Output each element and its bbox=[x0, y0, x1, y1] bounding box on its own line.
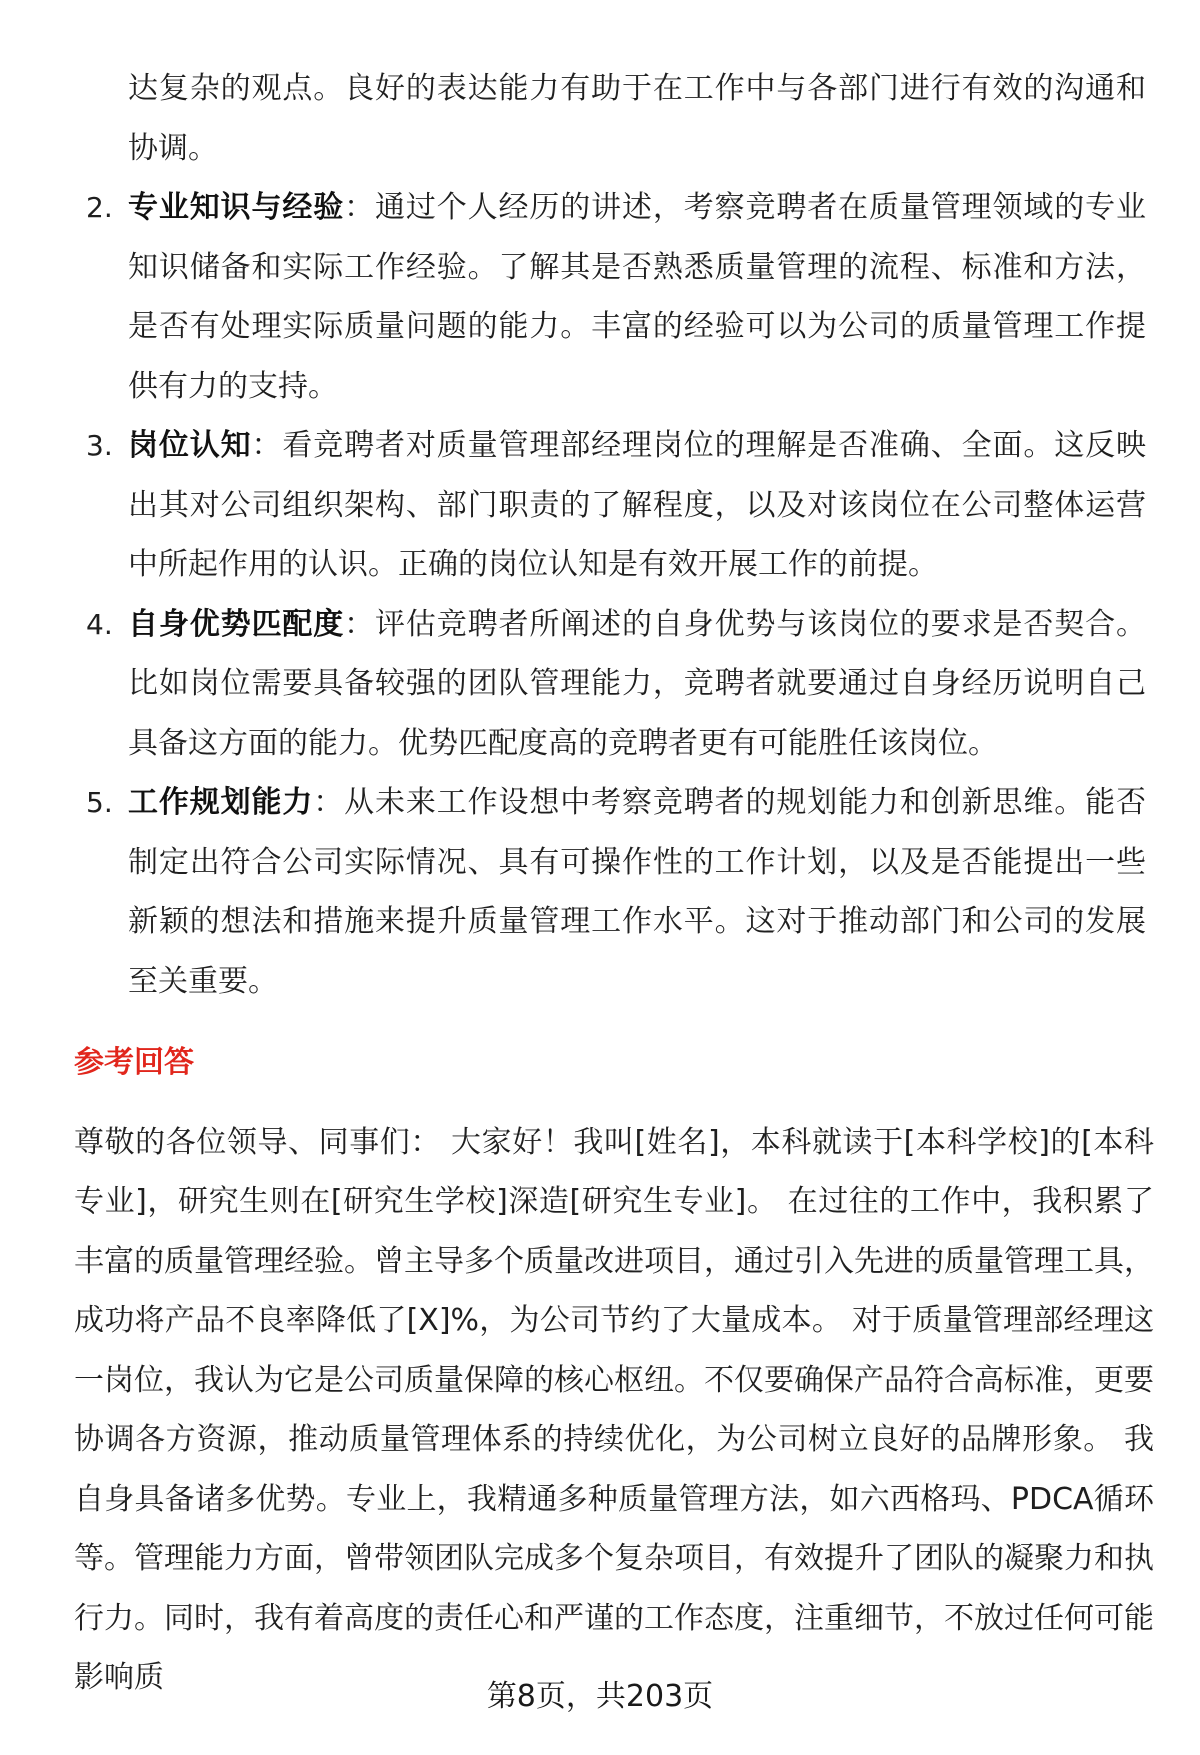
list-number: 4. bbox=[86, 607, 113, 641]
criteria-item-title: 专业知识与经验 bbox=[128, 190, 345, 225]
criteria-item-title: 自身优势匹配度 bbox=[128, 606, 345, 642]
criteria-item-title: 工作规划能力 bbox=[128, 785, 314, 820]
list-number: 5. bbox=[86, 786, 113, 819]
list-number: 2. bbox=[86, 191, 113, 224]
criteria-item-text: ：看竞聘者对质量管理部经理岗位的理解是否准确、全面。这反映出其对公司组织架构、部门职责的了解程度，以及对该岗位在公司整体运营中所起作用的认识。正确的岗位认知是有效开展工作的前提。 bbox=[128, 428, 1146, 582]
criteria-item-text: ：通过个人经历的讲述，考察竞聘者在质量管理领域的专业知识储备和实际工作经验。了解其是否熟悉质量管理的流程、标准和方法，是否有处理实际质量问题的能力。丰富的经验可以为公司的质量管理工作提供有力的支持。 bbox=[128, 190, 1146, 404]
criteria-item bbox=[0, 178, 1146, 416]
document-page bbox=[0, 59, 1200, 1708]
criteria-item-text: ：评估竞聘者所阐述的自身优势与该岗位的要求是否契合。比如岗位需要具备较强的团队管理能力，竞聘者就要通过自身经历说明自己具备这方面的能力。优势匹配度高的竞聘者更有可能胜任该岗位。 bbox=[128, 606, 1146, 761]
page-footer: 第8页，共203页 bbox=[486, 1679, 714, 1714]
criteria-item bbox=[0, 595, 1146, 774]
answer-heading: 参考回答 bbox=[74, 1045, 194, 1080]
criteria-item-text: ：从未来工作设想中考察竞聘者的规划能力和创新思维。能否制定出符合公司实际情况、具有可操作性的工作计划，以及是否能提出一些新颖的想法和措施来提升质量管理工作水平。这对于推动部门和公司的发展至关重要。 bbox=[128, 785, 1146, 999]
criteria-item-title: 岗位认知 bbox=[128, 428, 252, 463]
criteria-item-text: 达复杂的观点。良好的表达能力有助于在工作中与各部门进行有效的沟通和协调。 bbox=[128, 71, 1146, 166]
list-number: 3. bbox=[86, 429, 113, 462]
criteria-item-continuation bbox=[0, 59, 1146, 178]
criteria-item bbox=[0, 416, 1146, 595]
answer-paragraph: 尊敬的各位领导、同事们： 大家好！我叫[姓名]，本科就读于[本科学校]的[本科专业]，研究生则在[研究生学校]深造[研究生专业]。 在过往的工作中，我积累了丰富的质量管理经验。曾主导多个质量改进项目，通过引入先进的质量管理工具，成功将产品不良率降低了[X]%，为公司节约了大量成本。 对于质量管理部经理这一岗位，我认为它是公司质量保障的核心枢纽。不仅要确保产品符合高标准，更要协调各方资源，推动质量管理体系的持续优化，为公司树立良好的品牌形象。 我自身具备诸多优势。专业上，我精通多种质量管理方法，如六西格玛、PDCA循环等。管理能力方面，曾带领团队完成多个复杂项目，有效提升了团队的凝聚力和执行力。同时，我有着高度的责任心和严谨的工作态度，注重细节，不放过任何可能影响质 bbox=[74, 1124, 1154, 1695]
criteria-item bbox=[0, 773, 1146, 1011]
